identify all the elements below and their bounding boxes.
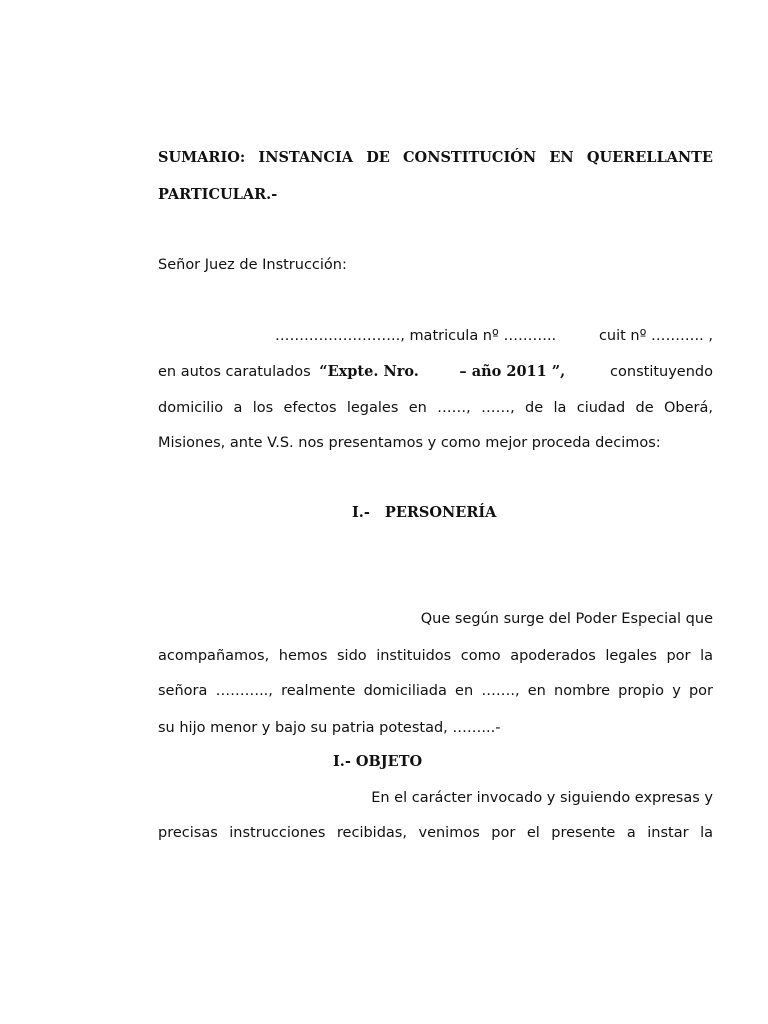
autos-label: en autos caratulados [158,364,311,380]
year-label: – año 2011 ”, [459,363,566,380]
intro-line-4: Misiones, ante V.S. nos presentamos y como mejor proceda decimos: [158,435,661,451]
section-title: PERSONERÍA [384,504,497,521]
objeto-line-2: precisas instrucciones recibidas, venimos por el presente a instar la [158,825,713,841]
intro-line-3: domicilio a los efectos legales en ……, ……, de la ciudad de Oberá, [158,400,713,416]
expte-label: “Expte. Nro. [319,363,419,380]
constituyendo-text: constituyendo [610,364,713,380]
summary-line-2: PARTICULAR.- [158,186,278,203]
summary-line-1: SUMARIO: INSTANCIA DE CONSTITUCIÓN EN QUERELLANTE [158,149,713,166]
section-heading-personeria [352,503,496,523]
salutation: Señor Juez de Instrucción: [158,257,347,273]
section-heading-objeto: I.- OBJETO [333,753,423,770]
cuit-text: cuit nº ……….. , [598,328,713,344]
section-number: I.- [352,504,370,521]
matricula-label: matricula nº [409,328,499,344]
intro-line-2 [158,362,713,382]
personeria-line-3: señora ……….., realmente domiciliada en ……., en nombre propio y por [158,683,713,699]
objeto-line-1: En el carácter invocado y siguiendo expresas y [371,790,713,806]
intro-line-1 [275,326,713,346]
party-name-placeholder: …………………….., [275,328,405,344]
personeria-line-4: su hijo menor y bajo su patria potestad, ……...- [158,720,501,736]
personeria-line-2: acompañamos, hemos sido instituidos como apoderados legales por la [158,648,713,664]
matricula-value: ……….. [503,328,557,344]
personeria-line-1: Que según surge del Poder Especial que [420,611,713,627]
